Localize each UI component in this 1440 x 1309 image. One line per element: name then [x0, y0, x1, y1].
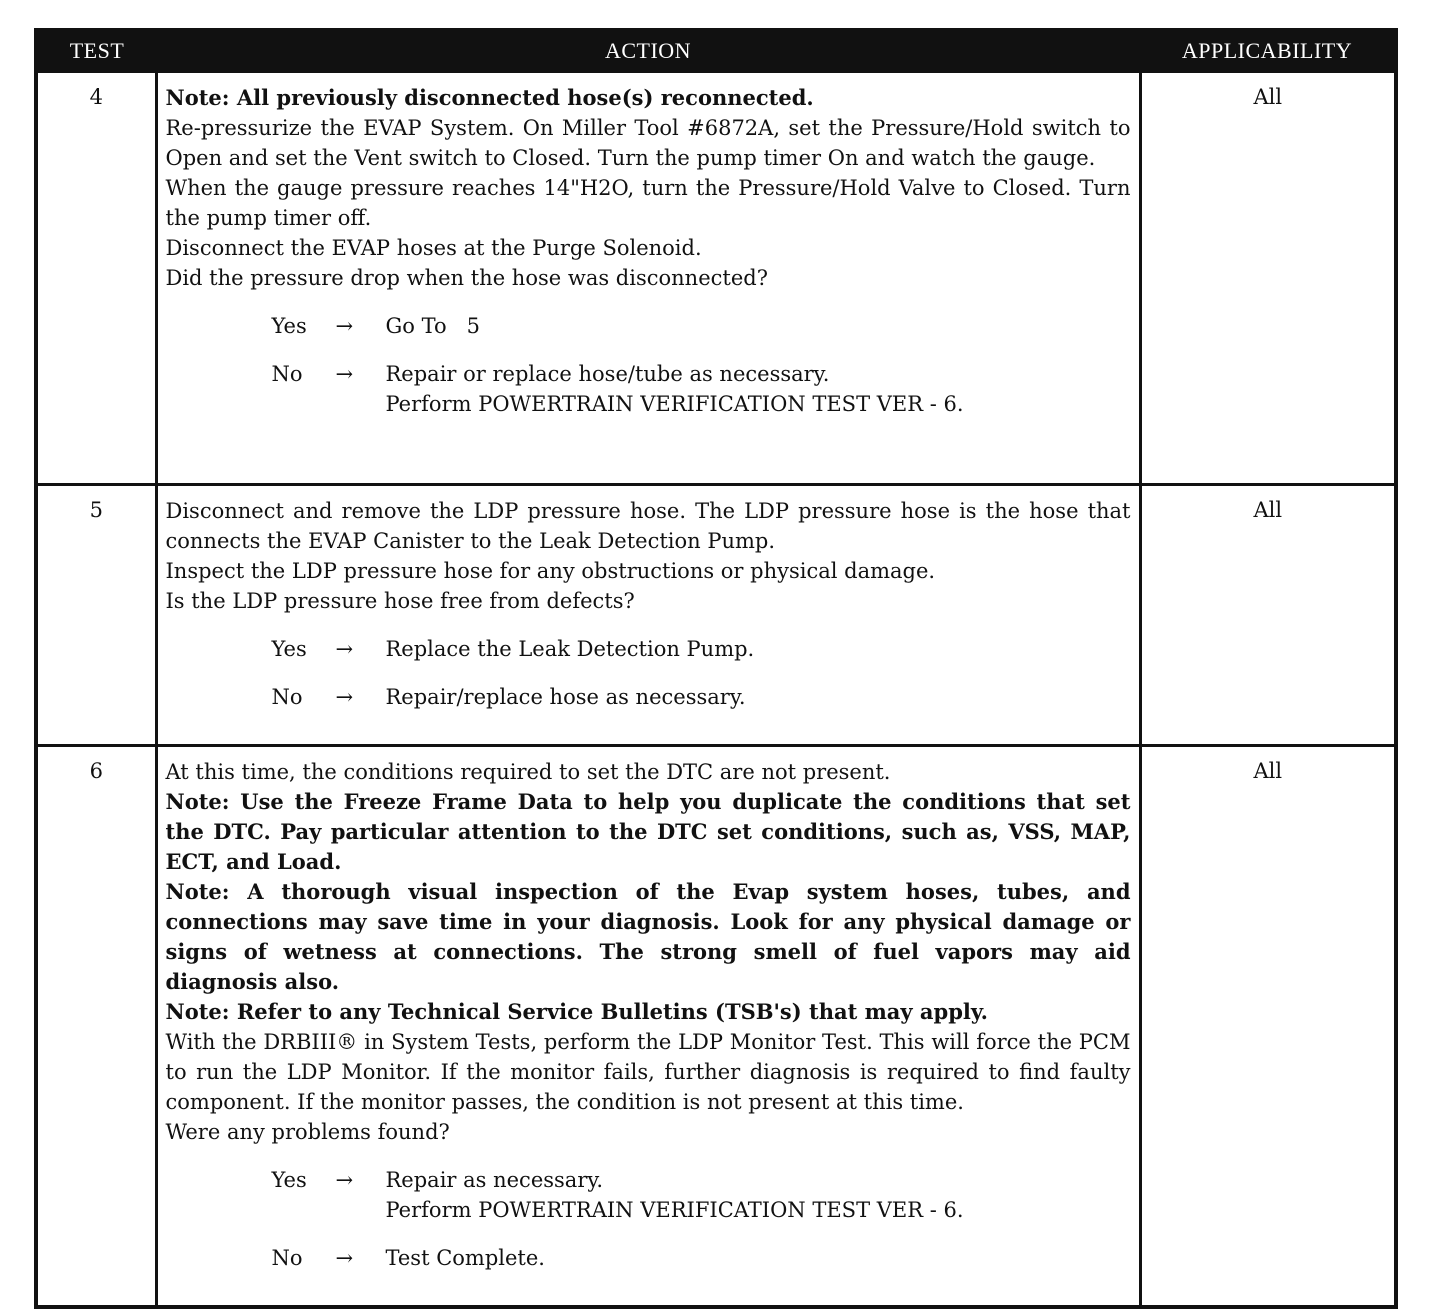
arrow-right-icon: →: [335, 685, 354, 709]
action-line: Note: A thorough visual inspection of the Evap system hoses, tubes, and connections may save time in your diagnosis. Look for any physical damage or signs of wetness at connections. The strong smell of fuel vapors may aid diagnosis also.: [165, 879, 1131, 994]
answer-result-line: Repair/replace hose as necessary.: [385, 685, 746, 709]
answer-no: [272, 359, 1131, 419]
answer-result: [386, 682, 1131, 712]
arrow-right-icon: →: [335, 1168, 354, 1192]
action-line: Note: Refer to any Technical Service Bulletins (TSB's) that may apply.: [165, 999, 988, 1024]
action-line: At this time, the conditions required to set the DTC are not present.: [165, 760, 891, 784]
action-line: Note: All previously disconnected hose(s) reconnected.: [165, 85, 814, 110]
answer-no: [272, 1243, 1131, 1273]
action-line: When the gauge pressure reaches 14"H2O, turn the Pressure/Hold Valve to Closed. Turn the pump timer off.: [165, 176, 1131, 230]
answer-result-line: Perform POWERTRAIN VERIFICATION TEST VER - 6.: [385, 1198, 964, 1222]
answer-result: [386, 1165, 1131, 1225]
header-action: ACTION: [156, 30, 1140, 72]
action-line: Re-pressurize the EVAP System. On Miller Tool #6872A, set the Pressure/Hold switch to Open and set the Vent switch to Closed. Turn the pump timer On and watch the gauge.: [165, 116, 1131, 170]
procedure-page: [34, 28, 1398, 1309]
answer-yes: [272, 311, 1131, 341]
action-line: Were any problems found?: [165, 1120, 450, 1144]
action-line: Note: Use the Freeze Frame Data to help you duplicate the conditions that set the DTC. Pay particular attention to the DTC set conditions, such as, VSS, MAP, ECT, and Load.: [165, 789, 1131, 874]
applicability-value: All: [1140, 72, 1396, 485]
test-number: 5: [36, 485, 156, 746]
test-number: 4: [36, 72, 156, 485]
answer-result: [386, 634, 1131, 664]
answer-label: Yes: [271, 314, 307, 338]
answer-label: No: [271, 362, 303, 386]
answer-yes: [272, 1165, 1131, 1225]
diagnostic-test-table: [34, 28, 1398, 1309]
action-cell: [156, 72, 1140, 485]
arrow-right-icon: →: [335, 1246, 354, 1270]
applicability-value: All: [1140, 485, 1396, 746]
arrow-right-icon: →: [335, 314, 354, 338]
answer-result: [386, 311, 1131, 341]
answer-no: [272, 682, 1131, 712]
answer-result-line: Repair or replace hose/tube as necessary.: [385, 362, 830, 386]
answer-result-line: Go To 5: [385, 314, 480, 338]
table-row: [36, 72, 1396, 485]
arrow-right-icon: →: [335, 362, 354, 386]
header-test: TEST: [36, 30, 156, 72]
action-line: Disconnect and remove the LDP pressure hose. The LDP pressure hose is the hose that connects the EVAP Canister to the Leak Detection Pump.: [165, 499, 1131, 553]
applicability-value: All: [1140, 746, 1396, 1308]
header-applicability: APPLICABILITY: [1140, 30, 1396, 72]
answer-result-line: Perform POWERTRAIN VERIFICATION TEST VER - 6.: [385, 392, 964, 416]
action-line: Is the LDP pressure hose free from defects?: [165, 589, 635, 613]
action-cell: [156, 746, 1140, 1308]
answer-result-line: Test Complete.: [385, 1246, 545, 1270]
action-line: Did the pressure drop when the hose was disconnected?: [165, 266, 768, 290]
answer-yes: [272, 634, 1131, 664]
answer-label: No: [271, 1246, 303, 1270]
test-number: 6: [36, 746, 156, 1308]
answer-result-line: Replace the Leak Detection Pump.: [385, 637, 755, 661]
action-line: Disconnect the EVAP hoses at the Purge Solenoid.: [165, 236, 702, 260]
table-row: [36, 485, 1396, 746]
arrow-right-icon: →: [335, 637, 354, 661]
action-line: With the DRBIII® in System Tests, perform the LDP Monitor Test. This will force the PCM to run the LDP Monitor. If the monitor fails, further diagnosis is required to find faulty component. If the monitor passes, the condition is not present at this time.: [165, 1030, 1131, 1114]
answer-label: No: [271, 685, 303, 709]
answer-label: Yes: [271, 637, 307, 661]
action-line: Inspect the LDP pressure hose for any obstructions or physical damage.: [165, 559, 936, 583]
answer-result: [386, 359, 1131, 419]
action-cell: [156, 485, 1140, 746]
answer-result: [386, 1243, 1131, 1273]
table-row: [36, 746, 1396, 1308]
answer-result-line: Repair as necessary.: [385, 1168, 604, 1192]
table-header-row: [36, 30, 1396, 72]
answer-label: Yes: [271, 1168, 307, 1192]
